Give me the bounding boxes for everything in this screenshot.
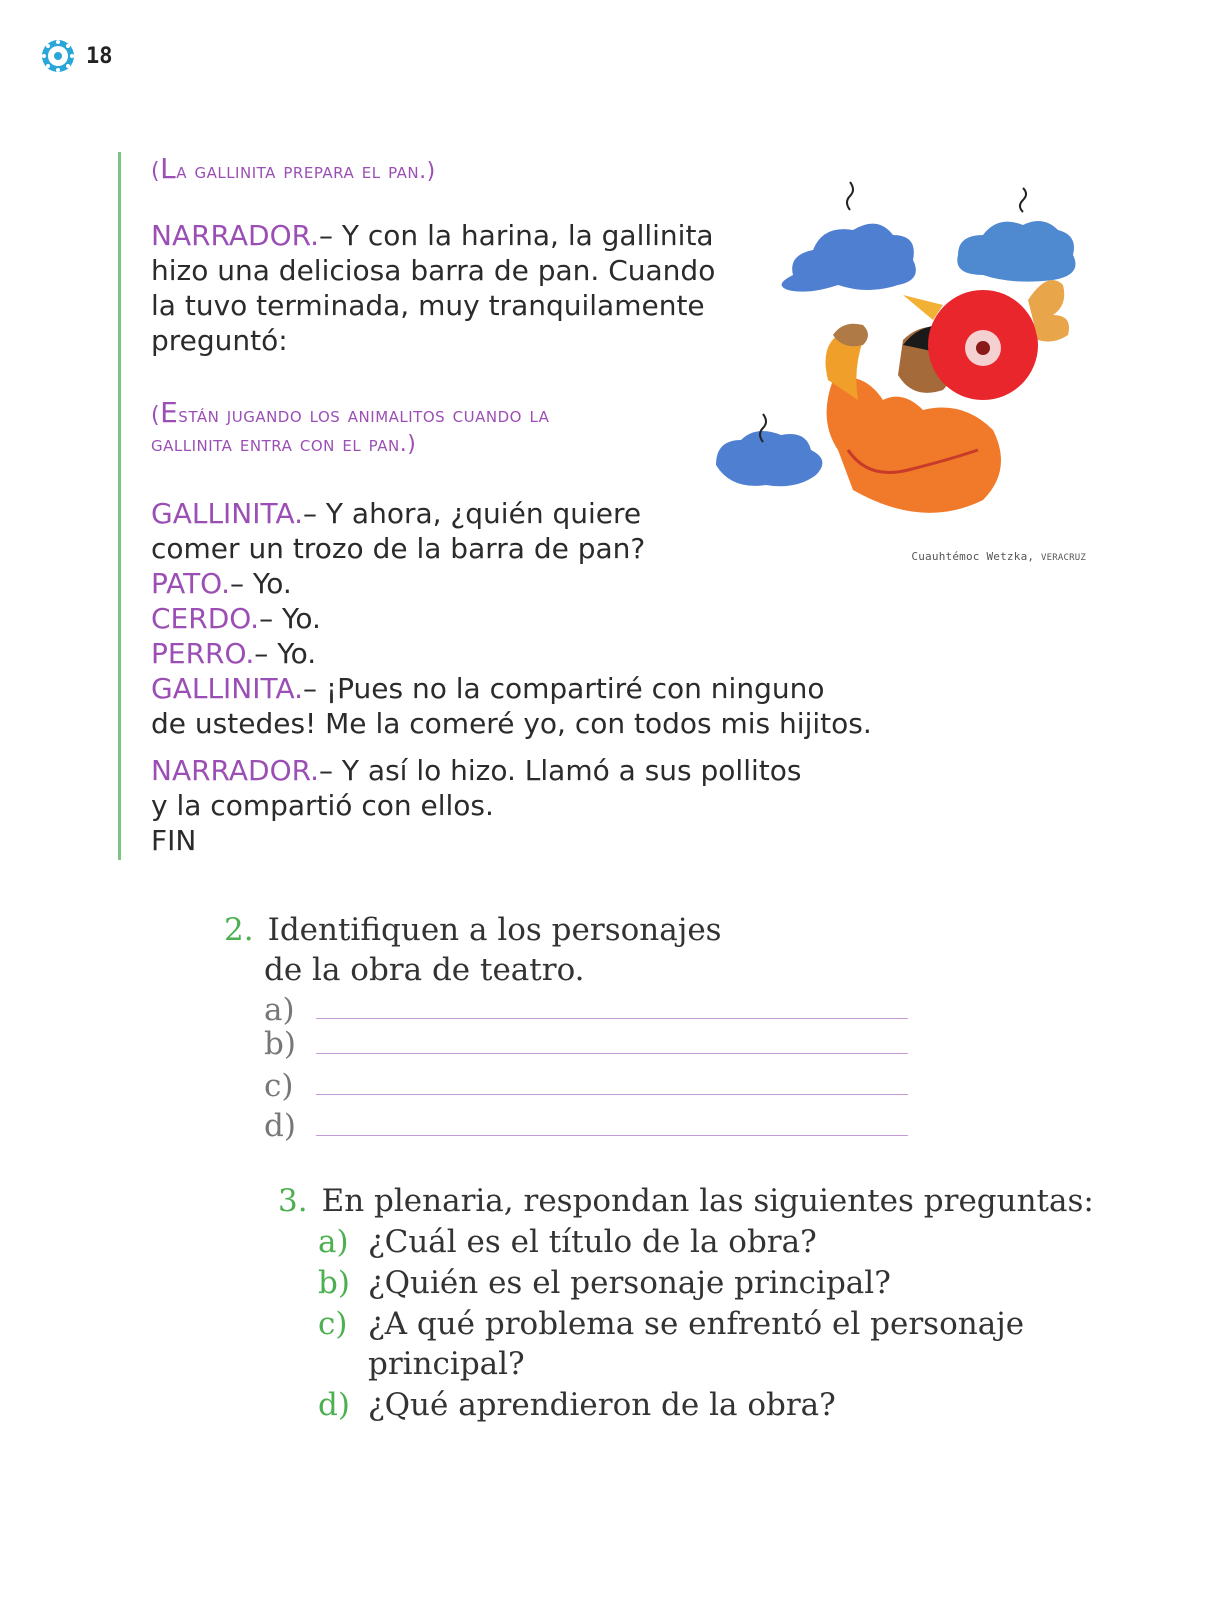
- narrator-line: y la compartió con ellos.: [151, 789, 494, 822]
- answer-label-c: c): [264, 1068, 294, 1104]
- hen-costume-figure: [826, 280, 1070, 513]
- cloud-icon: [782, 182, 916, 292]
- answer-label-a: a): [264, 992, 295, 1028]
- dialog-line: PATO.– Yo.: [151, 567, 292, 600]
- hen-with-bread-illustration: [708, 180, 1094, 540]
- speaker-narrador: NARRADOR.: [151, 219, 319, 252]
- question-3: 3. En plenaria, respondan las siguientes preguntas:: [278, 1183, 1094, 1219]
- stage-direction-1: (La gallinita prepara el pan.): [151, 152, 436, 185]
- page-number: 18: [86, 43, 113, 69]
- illustration-credit: Cuauhtémoc Wetzka, VERACRUZ: [911, 550, 1086, 563]
- question-3-item-b: b) ¿Quién es el personaje principal?: [318, 1265, 891, 1301]
- question-2: 2. Identifiquen a los personajes: [224, 912, 722, 948]
- end-marker: FIN: [151, 824, 197, 857]
- question-3-item-d: d) ¿Qué aprendieron de la obra?: [318, 1387, 836, 1423]
- question-3-item-a: a) ¿Cuál es el título de la obra?: [318, 1224, 817, 1260]
- answer-line-b[interactable]: [316, 1053, 908, 1054]
- answer-line-a[interactable]: [316, 1018, 908, 1019]
- dialog-line: CERDO.– Yo.: [151, 602, 321, 635]
- question-3-item-c-cont: principal?: [368, 1346, 525, 1382]
- question-2-cont: de la obra de teatro.: [264, 952, 585, 988]
- book-emblem-icon: [40, 38, 76, 74]
- narrator-line: preguntó:: [151, 324, 288, 357]
- narrator-line: la tuvo terminada, muy tranquilamente: [151, 289, 705, 322]
- stage-direction-2: (Están jugando los animalitos cuando la: [151, 396, 550, 429]
- answer-line-c[interactable]: [316, 1094, 908, 1095]
- narrator-line: hizo una deliciosa barra de pan. Cuando: [151, 254, 716, 287]
- question-3-item-c: c) ¿A qué problema se enfrentó el personaje: [318, 1306, 1025, 1342]
- cloud-icon: [957, 188, 1075, 282]
- page-header: [40, 38, 113, 74]
- answer-line-d[interactable]: [316, 1135, 908, 1136]
- stage-direction-2-cont: gallinita entra con el pan.): [151, 432, 417, 457]
- dialog-line: PERRO.– Yo.: [151, 637, 317, 670]
- dialog-line: de ustedes! Me la comeré yo, con todos mis hijitos.: [151, 707, 872, 740]
- narrator-line: NARRADOR.– Y así lo hizo. Llamó a sus pollitos: [151, 754, 802, 787]
- answer-label-d: d): [264, 1108, 296, 1144]
- dialog-line: comer un trozo de la barra de pan?: [151, 532, 646, 565]
- dialog-line: GALLINITA.– ¡Pues no la compartiré con ninguno: [151, 672, 825, 705]
- answer-label-b: b): [264, 1026, 296, 1062]
- narrator-line: NARRADOR.– Y con la harina, la gallinita: [151, 219, 714, 252]
- dialog-line: GALLINITA.– Y ahora, ¿quién quiere: [151, 497, 642, 530]
- cloud-icon: [716, 414, 822, 486]
